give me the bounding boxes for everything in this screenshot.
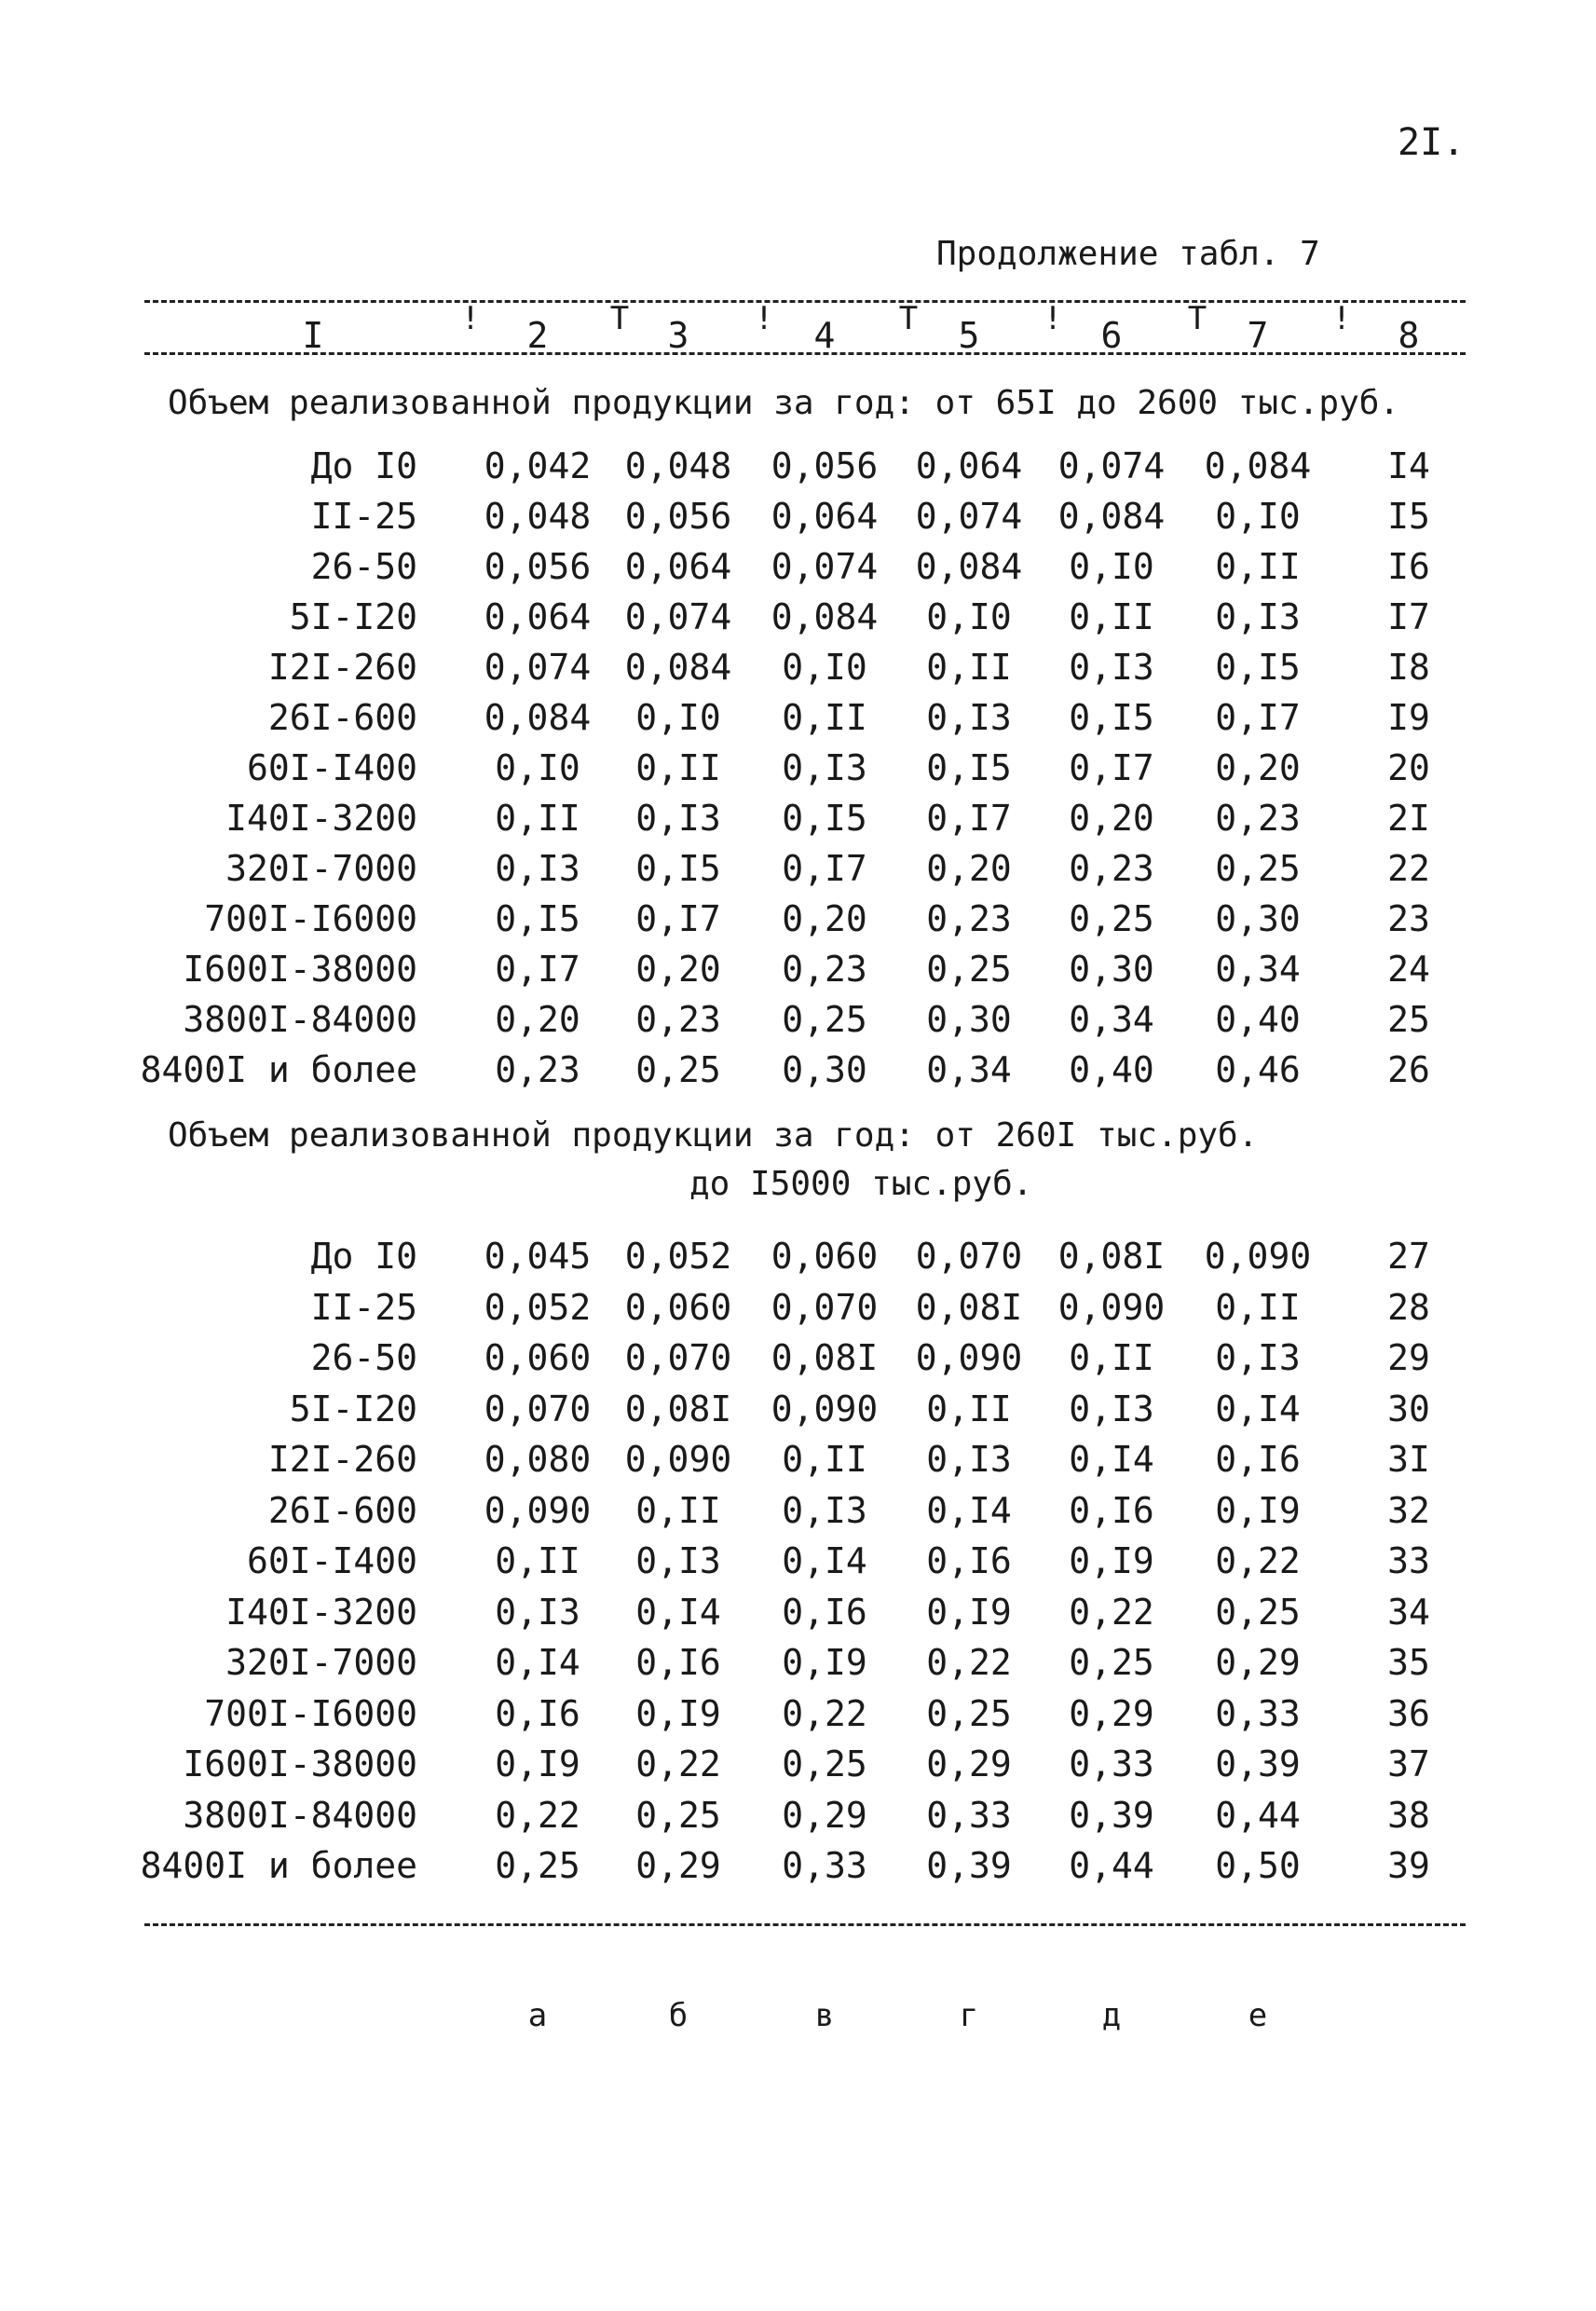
row-number: I8 (1387, 647, 1430, 688)
table-cell: 0,22 (495, 1794, 580, 1836)
table-cell: 0,090 (1204, 1236, 1312, 1277)
table-cell: 0,25 (782, 1744, 867, 1785)
column-number: 4 (813, 315, 836, 356)
table-cell: 0,I0 (782, 647, 867, 688)
row-number: 20 (1387, 747, 1430, 788)
table-cell: 0,II (635, 747, 721, 788)
table-cell: 0,I0 (1215, 496, 1301, 537)
table-cell: 0,25 (782, 999, 867, 1040)
row-label: I2I-260 (267, 1439, 417, 1480)
row-label: 320I-7000 (225, 1642, 417, 1683)
footer-letter: в (814, 1997, 835, 2034)
table-cell: 0,I3 (1215, 1337, 1301, 1378)
table-cell: 0,I0 (495, 747, 580, 788)
table-cell: 0,084 (771, 596, 879, 637)
footer-letter: г (959, 1997, 979, 2034)
table-cell: 0,30 (782, 1049, 867, 1090)
table-cell: 0,I3 (1069, 647, 1154, 688)
table-cell: 0,50 (1215, 1845, 1301, 1886)
row-label: До I0 (310, 445, 417, 486)
table-cell: 0,070 (484, 1388, 592, 1429)
table-cell: 0,25 (926, 949, 1012, 990)
table-cell: 0,I5 (782, 798, 867, 839)
table-cell: 0,25 (1215, 1591, 1301, 1633)
table-cell: 0,29 (635, 1845, 721, 1886)
table-cell: 0,20 (1215, 747, 1301, 788)
table-cell: 0,08I (1057, 1236, 1166, 1277)
table-cell: 0,I3 (782, 1489, 867, 1531)
table-cell: 0,I9 (782, 1642, 867, 1683)
row-number: 29 (1387, 1337, 1430, 1378)
row-label: I600I-38000 (183, 949, 417, 990)
table-cell: 0,060 (771, 1236, 879, 1277)
table-cell: 0,08I (915, 1286, 1023, 1328)
table-cell: 0,090 (484, 1489, 592, 1531)
row-label: 60I-I400 (246, 1540, 417, 1581)
table-cell: 0,052 (484, 1286, 592, 1328)
row-label: 26I-600 (267, 697, 417, 738)
table-cell: 0,084 (1057, 496, 1166, 537)
column-number: 7 (1247, 315, 1269, 356)
row-number: 34 (1387, 1591, 1430, 1633)
table-cell: 0,23 (635, 999, 721, 1040)
table-cell: 0,I9 (495, 1744, 580, 1785)
table-cell: 0,074 (915, 496, 1023, 537)
row-number: 37 (1387, 1744, 1430, 1785)
row-number: 39 (1387, 1845, 1430, 1886)
section1-title: Объем реализованной продукции за год: от 65I до 2600 тыс.руб. (168, 384, 1400, 422)
table-cell: 0,II (1069, 1337, 1154, 1378)
table-cell: 0,I3 (495, 848, 580, 889)
table-cell: 0,25 (635, 1794, 721, 1836)
table-cell: 0,052 (624, 1236, 732, 1277)
column-separator: T (898, 300, 919, 337)
row-label: I40I-3200 (225, 1591, 417, 1633)
table-cell: 0,060 (624, 1286, 732, 1328)
table-cell: 0,I3 (926, 697, 1012, 738)
row-label: 26I-600 (267, 1489, 417, 1531)
table-cell: 0,20 (635, 949, 721, 990)
table-cell: 0,39 (1069, 1794, 1154, 1836)
row-number: I7 (1387, 596, 1430, 637)
table-cell: 0,074 (1057, 445, 1166, 486)
row-label: 700I-I6000 (204, 1692, 417, 1734)
table-cell: 0,I3 (782, 747, 867, 788)
table-cell: 0,40 (1215, 999, 1301, 1040)
table-cell: 0,33 (1069, 1744, 1154, 1785)
table-cell: 0,I7 (495, 949, 580, 990)
column-separator: ! (460, 300, 481, 337)
row-label: I40I-3200 (225, 798, 417, 839)
table-cell: 0,048 (624, 445, 732, 486)
table-cell: 0,33 (1215, 1692, 1301, 1734)
table-cell: 0,44 (1069, 1845, 1154, 1886)
row-label: II-25 (310, 496, 417, 537)
table-cell: 0,29 (1215, 1642, 1301, 1683)
table-cell: 0,25 (495, 1845, 580, 1886)
table-cell: 0,39 (1215, 1744, 1301, 1785)
table-cell: 0,II (495, 798, 580, 839)
table-cell: 0,084 (624, 647, 732, 688)
footer-letter: д (1101, 1997, 1122, 2034)
table-cell: 0,090 (915, 1337, 1023, 1378)
table-cell: 0,084 (484, 697, 592, 738)
table-cell: 0,I6 (1215, 1439, 1301, 1480)
table-cell: 0,I3 (495, 1591, 580, 1633)
column-separator: T (1187, 300, 1207, 337)
row-number: I5 (1387, 496, 1430, 537)
footer-letter: б (668, 1997, 689, 2034)
table-cell: 0,070 (771, 1286, 879, 1328)
table-cell: 0,44 (1215, 1794, 1301, 1836)
column-separator: T (609, 300, 630, 337)
row-label: 700I-I6000 (204, 898, 417, 939)
table-cell: 0,I7 (782, 848, 867, 889)
table-cell: 0,29 (1069, 1692, 1154, 1734)
table-cell: 0,22 (782, 1692, 867, 1734)
table-cell: 0,46 (1215, 1049, 1301, 1090)
table-cell: 0,23 (495, 1049, 580, 1090)
row-label: 3800I-84000 (183, 1794, 417, 1836)
row-label: II-25 (310, 1286, 417, 1328)
table-cell: 0,090 (1057, 1286, 1166, 1328)
row-number: 24 (1387, 949, 1430, 990)
table-cell: 0,I4 (782, 1540, 867, 1581)
table-cell: 0,090 (771, 1388, 879, 1429)
table-cell: 0,34 (926, 1049, 1012, 1090)
table-cell: 0,I6 (495, 1692, 580, 1734)
table-cell: 0,29 (926, 1744, 1012, 1785)
table-cell: 0,II (1215, 1286, 1301, 1328)
row-number: 22 (1387, 848, 1430, 889)
row-label: 320I-7000 (225, 848, 417, 889)
column-number: 6 (1100, 315, 1123, 356)
row-number: I4 (1387, 445, 1430, 486)
column-number: 3 (667, 315, 689, 356)
table-continuation-caption: Продолжение табл. 7 (936, 235, 1320, 273)
table-cell: 0,048 (484, 496, 592, 537)
table-cell: 0,25 (926, 1692, 1012, 1734)
table-cell: 0,23 (782, 949, 867, 990)
row-number: 30 (1387, 1388, 1430, 1429)
header-bottom-rule (144, 352, 1466, 355)
table-cell: 0,20 (926, 848, 1012, 889)
table-cell: 0,064 (484, 596, 592, 637)
table-cell: 0,I4 (926, 1489, 1012, 1531)
table-cell: 0,33 (926, 1794, 1012, 1836)
row-number: 36 (1387, 1692, 1430, 1734)
table-cell: 0,22 (635, 1744, 721, 1785)
row-label: 5I-I20 (289, 1388, 417, 1429)
table-cell: 0,34 (1215, 949, 1301, 990)
table-cell: 0,I9 (1215, 1489, 1301, 1531)
table-cell: 0,II (495, 1540, 580, 1581)
row-number: 28 (1387, 1286, 1430, 1328)
table-cell: 0,20 (1069, 798, 1154, 839)
table-cell: 0,40 (1069, 1049, 1154, 1090)
table-cell: 0,23 (1069, 848, 1154, 889)
table-cell: 0,34 (1069, 999, 1154, 1040)
column-number: 8 (1398, 315, 1420, 356)
table-cell: 0,060 (484, 1337, 592, 1378)
table-cell: 0,070 (624, 1337, 732, 1378)
table-cell: 0,20 (782, 898, 867, 939)
table-cell: 0,25 (635, 1049, 721, 1090)
row-number: 35 (1387, 1642, 1430, 1683)
table-cell: 0,056 (484, 546, 592, 587)
table-cell: 0,I4 (495, 1642, 580, 1683)
table-cell: 0,22 (926, 1642, 1012, 1683)
table-bottom-rule (144, 1923, 1466, 1926)
row-number: 2I (1387, 798, 1430, 839)
table-cell: 0,08I (771, 1337, 879, 1378)
table-cell: 0,084 (915, 546, 1023, 587)
table-cell: 0,I5 (635, 848, 721, 889)
column-separator: ! (1331, 300, 1352, 337)
footer-letter: а (527, 1997, 548, 2034)
row-number: 25 (1387, 999, 1430, 1040)
row-label: I2I-260 (267, 647, 417, 688)
table-cell: 0,II (1215, 546, 1301, 587)
table-cell: 0,I5 (926, 747, 1012, 788)
table-cell: 0,I5 (1069, 697, 1154, 738)
table-cell: 0,I3 (1215, 596, 1301, 637)
table-cell: 0,20 (495, 999, 580, 1040)
row-label: 26-50 (310, 1337, 417, 1378)
header-top-rule (144, 300, 1466, 303)
table-cell: 0,056 (771, 445, 879, 486)
table-cell: 0,II (635, 1489, 721, 1531)
row-number: 38 (1387, 1794, 1430, 1836)
row-number: 26 (1387, 1049, 1430, 1090)
row-label: 26-50 (310, 546, 417, 587)
table-cell: 0,I6 (1069, 1489, 1154, 1531)
table-cell: 0,30 (1215, 898, 1301, 939)
table-cell: 0,22 (1069, 1591, 1154, 1633)
table-cell: 0,064 (624, 546, 732, 587)
row-label: I600I-38000 (183, 1744, 417, 1785)
row-label: 3800I-84000 (183, 999, 417, 1040)
table-cell: 0,I7 (1069, 747, 1154, 788)
table-cell: 0,I9 (1069, 1540, 1154, 1581)
table-cell: 0,I3 (926, 1439, 1012, 1480)
table-cell: 0,090 (624, 1439, 732, 1480)
column-separator: ! (1043, 300, 1063, 337)
table-cell: 0,25 (1215, 848, 1301, 889)
row-number: 3I (1387, 1439, 1430, 1480)
table-cell: 0,I0 (926, 596, 1012, 637)
table-cell: 0,074 (484, 647, 592, 688)
table-cell: 0,080 (484, 1439, 592, 1480)
table-cell: 0,II (926, 1388, 1012, 1429)
table-cell: 0,30 (1069, 949, 1154, 990)
table-cell: 0,I3 (635, 1540, 721, 1581)
table-cell: 0,I4 (1069, 1439, 1154, 1480)
table-cell: 0,I0 (635, 697, 721, 738)
table-cell: 0,II (1069, 596, 1154, 637)
column-separator: ! (754, 300, 774, 337)
table-cell: 0,I3 (1069, 1388, 1154, 1429)
table-cell: 0,I6 (635, 1642, 721, 1683)
table-cell: 0,084 (1204, 445, 1312, 486)
table-cell: 0,II (782, 697, 867, 738)
table-cell: 0,064 (915, 445, 1023, 486)
column-number: I (302, 315, 324, 356)
table-cell: 0,042 (484, 445, 592, 486)
table-cell: 0,074 (624, 596, 732, 637)
table-cell: 0,074 (771, 546, 879, 587)
table-cell: 0,29 (782, 1794, 867, 1836)
row-label: 60I-I400 (246, 747, 417, 788)
table-cell: 0,I4 (1215, 1388, 1301, 1429)
page-number: 2I. (1398, 121, 1466, 164)
table-cell: 0,33 (782, 1845, 867, 1886)
table-cell: 0,I0 (1069, 546, 1154, 587)
table-cell: 0,I7 (635, 898, 721, 939)
row-number: 23 (1387, 898, 1430, 939)
footer-letter: е (1248, 1997, 1268, 2034)
row-number: 27 (1387, 1236, 1430, 1277)
table-cell: 0,39 (926, 1845, 1012, 1886)
row-label: 5I-I20 (289, 596, 417, 637)
table-cell: 0,056 (624, 496, 732, 537)
table-cell: 0,II (926, 647, 1012, 688)
table-cell: 0,23 (926, 898, 1012, 939)
table-cell: 0,25 (1069, 898, 1154, 939)
section2-title-line1: Объем реализованной продукции за год: от 260I тыс.руб. (168, 1116, 1259, 1155)
table-cell: 0,25 (1069, 1642, 1154, 1683)
table-cell: 0,I7 (926, 798, 1012, 839)
row-number: I6 (1387, 546, 1430, 587)
table-cell: 0,22 (1215, 1540, 1301, 1581)
row-number: I9 (1387, 697, 1430, 738)
table-cell: 0,I4 (635, 1591, 721, 1633)
table-cell: 0,II (782, 1439, 867, 1480)
table-cell: 0,I5 (495, 898, 580, 939)
table-cell: 0,I7 (1215, 697, 1301, 738)
section2-title-line2: до I5000 тыс.руб. (689, 1165, 1033, 1203)
table-cell: 0,30 (926, 999, 1012, 1040)
table-cell: 0,I6 (782, 1591, 867, 1633)
column-number: 5 (958, 315, 980, 356)
table-cell: 0,I6 (926, 1540, 1012, 1581)
table-cell: 0,I3 (635, 798, 721, 839)
row-label: До I0 (310, 1236, 417, 1277)
table-cell: 0,23 (1215, 798, 1301, 839)
table-cell: 0,I9 (926, 1591, 1012, 1633)
table-cell: 0,070 (915, 1236, 1023, 1277)
row-label: 8400I и более (140, 1845, 417, 1886)
table-cell: 0,045 (484, 1236, 592, 1277)
table-cell: 0,08I (624, 1388, 732, 1429)
table-cell: 0,064 (771, 496, 879, 537)
row-label: 8400I и более (140, 1049, 417, 1090)
table-cell: 0,I5 (1215, 647, 1301, 688)
row-number: 32 (1387, 1489, 1430, 1531)
row-number: 33 (1387, 1540, 1430, 1581)
table-cell: 0,I9 (635, 1692, 721, 1734)
column-number: 2 (526, 315, 549, 356)
